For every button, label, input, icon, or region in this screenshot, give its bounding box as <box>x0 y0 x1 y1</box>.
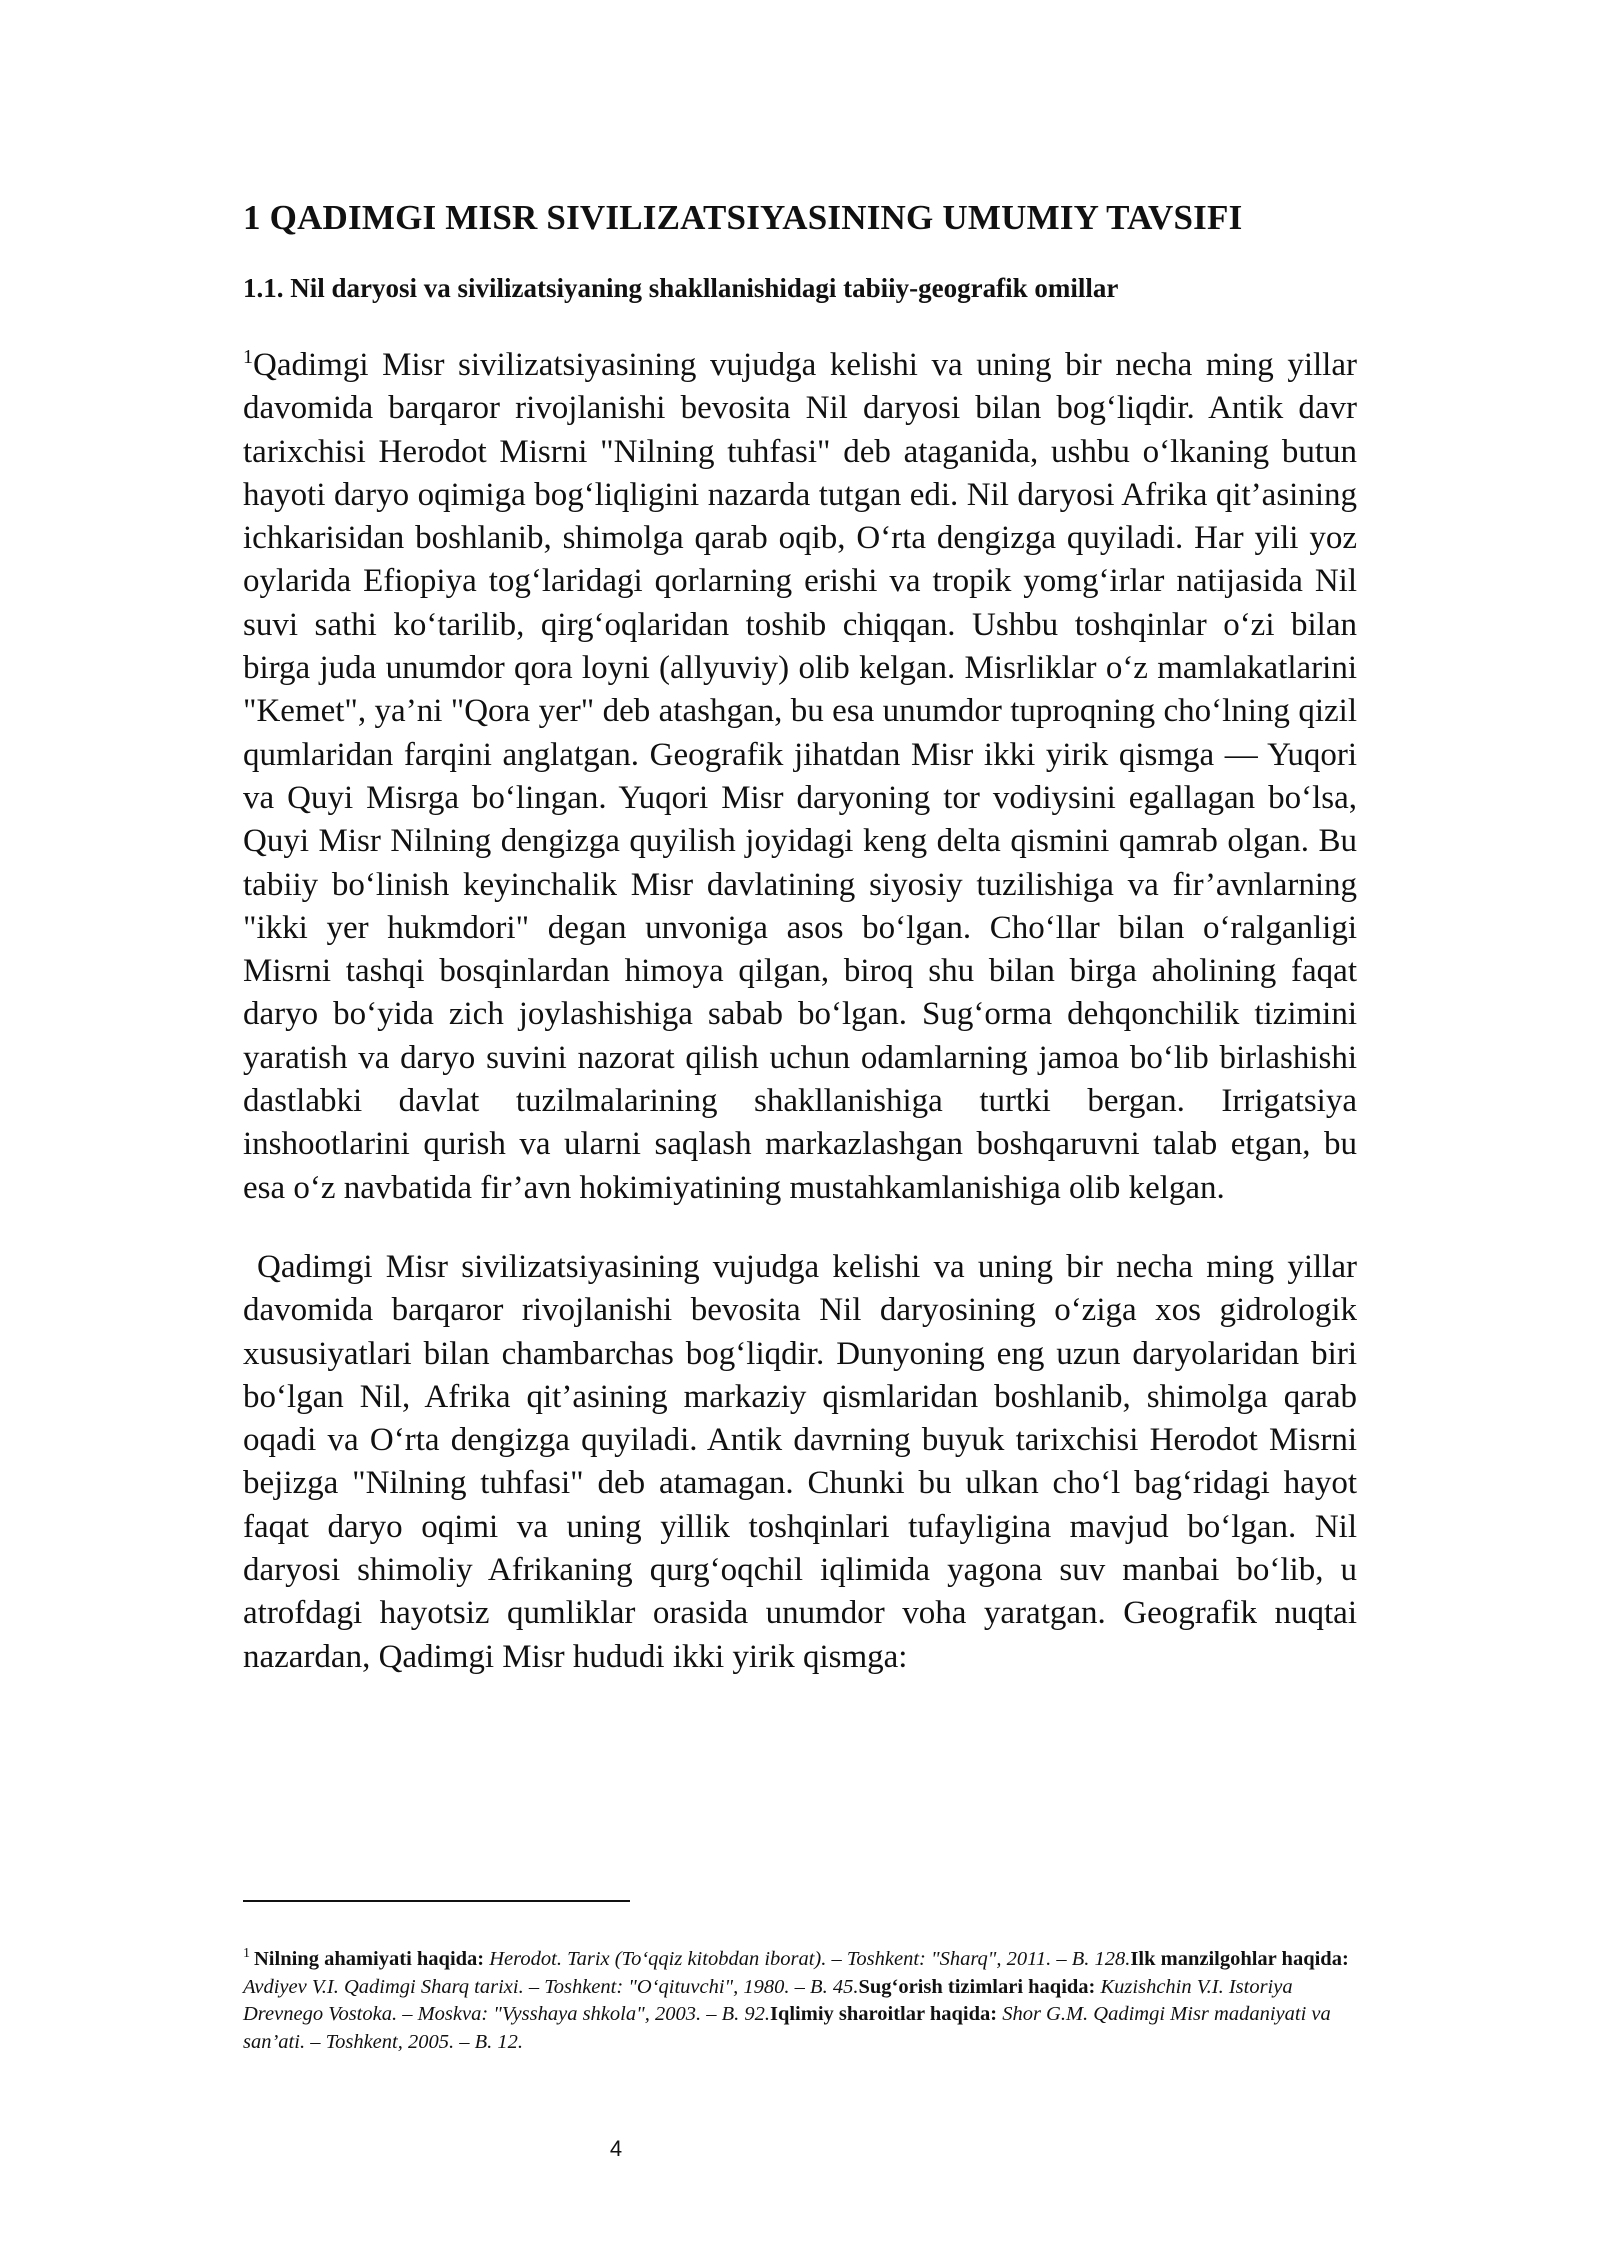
footnote-separator <box>243 1900 630 1902</box>
body-paragraph-1 <box>243 344 1357 1210</box>
paragraph-1-text: Qadimgi Misr sivilizatsiyasining vujudga kelishi va uning bir necha ming yillar davomida barqaror rivojlanishi bevosita Nil daryosi bilan bog‘liqdir. Antik davr tarixchisi Herodot Misrni "Nilning tuhfasi" deb ataganida, ushbu o‘lkaning butun hayoti daryo oqimiga bog‘liqligini nazarda tutgan edi. Nil daryosi Afrika qit’asining ichkarisidan boshlanib, shimolga qarab oqib, O‘rta dengizga quyiladi. Har yili yoz oylarida Efiopiya tog‘laridagi qorlarning erishi va tropik yomg‘irlar natijasida Nil suvi sathi ko‘tarilib, qirg‘oqlaridan toshib chiqqan. Ushbu toshqinlar o‘zi bilan birga juda unumdor qora loyni (allyuviy) olib kelgan. Misrliklar o‘z mamlakatlarini "Kemet", ya’ni "Qora yer" deb atashgan, bu esa unumdor tuproqning cho‘lning qizil qumlaridan farqini anglatgan. Geografik jihatdan Misr ikki yirik qismga — Yuqori va Quyi Misrga bo‘lingan. Yuqori Misr daryoning tor vodiysini egallagan bo‘lsa, Quyi Misr Nilning dengizga quyilish joyidagi keng delta qismini qamrab olgan. Bu tabiiy bo‘linish keyinchalik Misr davlatining siyosiy tuzilishiga va fir’avnlarning "ikki yer hukmdori" degan unvoniga asos bo‘lgan. Cho‘llar bilan o‘ralganligi Misrni tashqi bosqinlardan himoya qilgan, biroq shu bilan birga aholining faqat daryo bo‘yida zich joylashishiga sabab bo‘lgan. Sug‘orma dehqonchilik tizimini yaratish va daryo suvini nazorat qilish uchun odamlarning jamoa bo‘lib birlashishi dastlabki davlat tuzilmalarining shakllanishiga turtki bergan. Irrigatsiya inshootlarini qurish va ularni saqlash markazlashgan boshqaruvni talab etgan, bu esa o‘z navbatida fir’avn hokimiyatining mustahkamlanishiga olib kelgan. <box>243 347 1357 1206</box>
footnote-label-3: Sug‘orish tizimlari haqida: <box>858 1975 1096 1998</box>
footnote-label-2: Ilk manzilgohlar haqida: <box>1130 1948 1349 1970</box>
footnote-label-4: Iqlimiy sharoitlar haqida: <box>769 2003 998 2025</box>
page-body <box>243 190 1357 1679</box>
chapter-title: 1 QADIMGI MISR SIVILIZATSIYASINING UMUMIY TAVSIFI <box>243 198 1243 237</box>
footnote-source-2: Avdiyev V.I. Qadimgi Sharq tarixi. – Toshkent: "O‘qituvchi", 1980. – B. 45. <box>243 1975 859 1998</box>
footnote-number: 1 <box>243 1946 250 1962</box>
footnote-reference[interactable]: 1 <box>243 346 253 368</box>
body-paragraph-2: Qadimgi Misr sivilizatsiyasining vujudga kelishi va uning bir necha ming yillar davomida barqaror rivojlanishi bevosita Nil daryosining o‘ziga xos gidrologik xususiyatlari bilan chambarchas bog‘liqdir. Dunyoning eng uzun daryolaridan biri bo‘lgan Nil, Afrika qit’asining markaziy qismlaridan boshlanib, shimolga qarab oqadi va O‘rta dengizga quyiladi. Antik davrning buyuk tarixchisi Herodot Misrni bejizga "Nilning tuhfasi" deb atamagan. Chunki bu ulkan cho‘l bag‘ridagi hayot faqat daryo oqimi va uning yillik toshqinlari tufayligina mavjud bo‘lgan. Nil daryosi shimoliy Afrikaning qurg‘oqchil iqlimida yagona suv manbai bo‘lib, u atrofdagi hayotsiz qumliklar orasida unumdor voha yaratgan. Geografik nuqtai nazardan, Qadimgi Misr hududi ikki yirik qismga: <box>243 1248 1357 1675</box>
footnote-source-4: Shor G.M. Qadimgi Misr madaniyati va san’ati. – Toshkent, 2005. – B. 12. <box>243 2003 1331 2053</box>
footnote-source-3: Kuzishchin V.I. Istoriya Drevnego Vostoka. – Moskva: "Vysshaya shkola", 2003. – B. 92. <box>243 1975 1293 2025</box>
section-title: 1.1. Nil daryosi va sivilizatsiyaning shakllanishidagi tabiiy-geografik omillar <box>243 273 1119 303</box>
page-number: 4 <box>609 2136 623 2161</box>
footnote-source-1: Herodot. Tarix (To‘qqiz kitobdan iborat). – Toshkent: "Sharq", 2011. – B. 128. <box>484 1948 1131 1970</box>
footnote <box>243 1946 1357 2056</box>
footnote-label-1: Nilning ahamiyati haqida: <box>254 1948 485 1970</box>
